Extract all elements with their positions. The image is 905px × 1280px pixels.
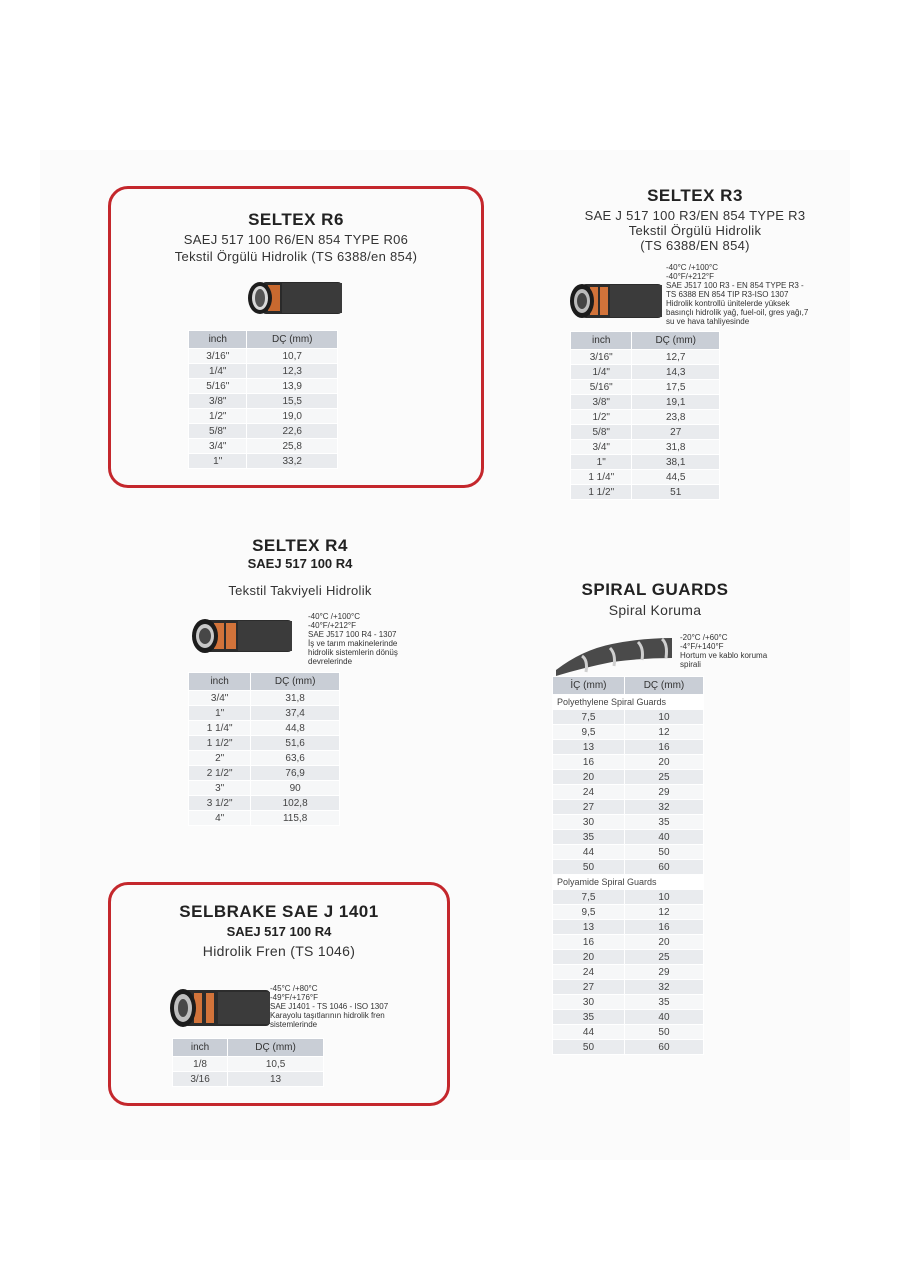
cell-ic: 20 (553, 770, 625, 785)
cell-dc: 23,8 (632, 410, 720, 425)
cell-dc: 10,7 (247, 349, 338, 364)
table-row (189, 781, 340, 796)
note-line: basınçlı hidrolik yağ, fuel-oil, gres yağı,7 (666, 308, 809, 317)
cell-inch: 1/8 (173, 1057, 228, 1072)
table-row (189, 454, 338, 469)
selbrake-title: SELBRAKE SAE J 1401 (179, 902, 379, 921)
cell-dc: 19,0 (247, 409, 338, 424)
cell-ic: 50 (553, 860, 625, 875)
r3-hose-image (566, 276, 662, 326)
table-row (553, 785, 704, 800)
table-row (553, 920, 704, 935)
note-line: -20°C /+60°C (680, 633, 728, 642)
r6-section (108, 210, 484, 264)
cell-ic: 13 (553, 740, 625, 755)
r3-standard-ts: (TS 6388/EN 854) (640, 238, 750, 253)
cell-ic: 27 (553, 800, 625, 815)
r4-notes (308, 612, 398, 666)
cell-inch: 1 1/4" (571, 470, 632, 485)
selbrake-description: Hidrolik Fren (TS 1046) (202, 943, 356, 959)
cell-inch: 1" (189, 454, 247, 469)
col-header-ic: İÇ (mm) (553, 677, 625, 695)
cell-dc: 16 (624, 740, 703, 755)
col-header-dc: DÇ (mm) (624, 677, 703, 695)
table-row (189, 706, 340, 721)
table-row (553, 845, 704, 860)
cell-dc: 17,5 (632, 380, 720, 395)
col-header-inch: inch (571, 332, 632, 350)
cell-inch: 1/4" (189, 364, 247, 379)
cell-dc: 60 (624, 860, 703, 875)
table-row (553, 725, 704, 740)
cell-dc: 10,5 (228, 1057, 324, 1072)
cell-dc: 29 (624, 965, 703, 980)
selbrake-hose-image (166, 982, 270, 1034)
cell-inch: 3" (189, 781, 251, 796)
cell-ic: 30 (553, 815, 625, 830)
r6-hose-image (242, 276, 342, 320)
r4-title: SELTEX R4 (252, 536, 348, 555)
cell-dc: 31,8 (632, 440, 720, 455)
table-row (571, 485, 720, 500)
note-line: spirali (680, 660, 701, 669)
cell-dc: 20 (624, 755, 703, 770)
col-header-inch: inch (189, 673, 251, 691)
r3-description: Tekstil Örgülü Hidrolik (628, 223, 762, 238)
col-header-dc: DÇ (mm) (632, 332, 720, 350)
table-row (189, 691, 340, 706)
table-row (553, 710, 704, 725)
cell-inch: 5/16" (571, 380, 632, 395)
table-row (173, 1072, 324, 1087)
cell-dc: 15,5 (247, 394, 338, 409)
r4-section (140, 536, 460, 598)
table-row (571, 380, 720, 395)
table-row (189, 736, 340, 751)
col-header-dc: DÇ (mm) (247, 331, 338, 349)
cell-ic: 27 (553, 980, 625, 995)
cell-inch: 1/4" (571, 365, 632, 380)
note-line: -4°F/+140°F (680, 642, 724, 651)
cell-dc: 50 (624, 1025, 703, 1040)
table-row (189, 364, 338, 379)
r3-title: SELTEX R3 (647, 186, 743, 205)
table-row (553, 755, 704, 770)
spiral-guard-image (552, 630, 676, 676)
cell-inch: 1" (189, 706, 251, 721)
cell-dc: 16 (624, 920, 703, 935)
table-row (553, 815, 704, 830)
table-row (189, 796, 340, 811)
r6-table (188, 330, 338, 469)
cell-ic: 24 (553, 965, 625, 980)
cell-dc: 50 (624, 845, 703, 860)
cell-dc: 44,8 (251, 721, 340, 736)
cell-ic: 30 (553, 995, 625, 1010)
cell-dc: 27 (632, 425, 720, 440)
r3-standard: SAE J 517 100 R3/EN 854 TYPE R3 (584, 208, 806, 223)
cell-dc: 51,6 (251, 736, 340, 751)
table-row (571, 440, 720, 455)
cell-ic: 7,5 (553, 710, 625, 725)
cell-dc: 76,9 (251, 766, 340, 781)
cell-ic: 35 (553, 830, 625, 845)
note-line: su ve hava tahliyesinde (666, 317, 750, 326)
note-line: İş ve tarım makinelerinde (308, 639, 398, 648)
table-row (189, 379, 338, 394)
table-row (189, 349, 338, 364)
col-header-dc: DÇ (mm) (228, 1039, 324, 1057)
table-row (553, 770, 704, 785)
cell-dc: 19,1 (632, 395, 720, 410)
cell-inch: 5/8" (189, 424, 247, 439)
table-row (553, 800, 704, 815)
cell-dc: 20 (624, 935, 703, 950)
cell-inch: 3/4" (571, 440, 632, 455)
r4-hose-image (188, 612, 292, 660)
cell-dc: 12 (624, 905, 703, 920)
table-row (571, 455, 720, 470)
cell-inch: 3/8" (571, 395, 632, 410)
cell-inch: 3/4" (189, 439, 247, 454)
cell-inch: 5/16" (189, 379, 247, 394)
r6-standard: SAEJ 517 100 R6/EN 854 TYPE R06 (183, 232, 409, 247)
col-header-inch: inch (173, 1039, 228, 1057)
r3-table (570, 331, 720, 500)
selbrake-notes (270, 984, 388, 1029)
note-line: SAE J1401 - TS 1046 - ISO 1307 (270, 1002, 389, 1011)
note-line: devrelerinde (308, 657, 353, 666)
selbrake-subtitle: SAEJ 517 100 R4 (226, 924, 332, 939)
cell-dc: 12,3 (247, 364, 338, 379)
r3-section (540, 186, 850, 253)
table-row (189, 811, 340, 826)
table-row (553, 860, 704, 875)
table-row (553, 905, 704, 920)
cell-dc: 40 (624, 830, 703, 845)
cell-ic: 50 (553, 1040, 625, 1055)
cell-dc: 31,8 (251, 691, 340, 706)
table-row (189, 721, 340, 736)
cell-ic: 20 (553, 950, 625, 965)
cell-dc: 22,6 (247, 424, 338, 439)
cell-dc: 40 (624, 1010, 703, 1025)
table-row (553, 830, 704, 845)
table-row (553, 995, 704, 1010)
table-row (553, 950, 704, 965)
table-row (571, 350, 720, 365)
table-row (553, 890, 704, 905)
cell-dc: 25,8 (247, 439, 338, 454)
table-row (173, 1057, 324, 1072)
note-line: -40°F/+212°F (308, 621, 356, 630)
cell-ic: 9,5 (553, 905, 625, 920)
r4-subtitle: SAEJ 517 100 R4 (247, 556, 353, 571)
cell-dc: 51 (632, 485, 720, 500)
cell-dc: 12 (624, 725, 703, 740)
cell-dc: 37,4 (251, 706, 340, 721)
cell-inch: 1 1/2" (189, 736, 251, 751)
cell-ic: 35 (553, 1010, 625, 1025)
cell-dc: 115,8 (251, 811, 340, 826)
table-row (571, 410, 720, 425)
table-row (189, 751, 340, 766)
cell-inch: 5/8" (571, 425, 632, 440)
selbrake-table (172, 1038, 324, 1087)
col-header-inch: inch (189, 331, 247, 349)
cell-dc: 29 (624, 785, 703, 800)
note-line: -45°C /+80°C (270, 984, 318, 993)
cell-inch: 3/16" (571, 350, 632, 365)
cell-inch: 3/16 (173, 1072, 228, 1087)
cell-inch: 3 1/2" (189, 796, 251, 811)
cell-inch: 2" (189, 751, 251, 766)
cell-dc: 102,8 (251, 796, 340, 811)
cell-dc: 90 (251, 781, 340, 796)
note-line: SAE J517 100 R3 - EN 854 TYPE R3 - (666, 281, 804, 290)
cell-inch: 1 1/2" (571, 485, 632, 500)
cell-dc: 25 (624, 950, 703, 965)
cell-dc: 44,5 (632, 470, 720, 485)
note-line: SAE J517 100 R4 - 1307 (308, 630, 397, 639)
r4-table (188, 672, 340, 826)
cell-dc: 32 (624, 980, 703, 995)
cell-inch: 1/2" (571, 410, 632, 425)
cell-ic: 9,5 (553, 725, 625, 740)
cell-dc: 32 (624, 800, 703, 815)
cell-ic: 44 (553, 1025, 625, 1040)
cell-inch: 3/8" (189, 394, 247, 409)
cell-dc: 10 (624, 710, 703, 725)
spiral-title: SPIRAL GUARDS (581, 580, 729, 599)
r4-description: Tekstil Takviyeli Hidrolik (228, 583, 372, 598)
note-line: Karayolu taşıtlarının hidrolik fren (270, 1011, 385, 1020)
r6-description: Tekstil Örgülü Hidrolik (TS 6388/en 854) (174, 249, 418, 264)
table-row (189, 439, 338, 454)
selbrake-section (108, 902, 450, 959)
note-line: -40°C /+100°C (666, 263, 718, 272)
table-row (571, 395, 720, 410)
note-line: sistemlerinde (270, 1020, 318, 1029)
note-line: -40°F/+212°F (666, 272, 714, 281)
cell-dc: 35 (624, 815, 703, 830)
spiral-notes (680, 633, 767, 669)
table-row (189, 424, 338, 439)
cell-inch: 1/2" (189, 409, 247, 424)
r3-notes (666, 263, 808, 326)
note-line: hidrolik sistemlerin dönüş (308, 648, 398, 657)
table-row (571, 365, 720, 380)
note-line: -49°F/+176°F (270, 993, 318, 1002)
table-row (189, 394, 338, 409)
table-row (571, 470, 720, 485)
cell-ic: 7,5 (553, 890, 625, 905)
note-line: Hidrolik kontrollü ünitelerde yüksek (666, 299, 790, 308)
table-row (553, 935, 704, 950)
cell-dc: 13,9 (247, 379, 338, 394)
cell-dc: 60 (624, 1040, 703, 1055)
cell-ic: 16 (553, 935, 625, 950)
spiral-description: Spiral Koruma (608, 602, 702, 618)
table-row (553, 740, 704, 755)
cell-dc: 63,6 (251, 751, 340, 766)
note-line: TS 6388 EN 854 TIP R3-ISO 1307 (666, 290, 789, 299)
cell-ic: 24 (553, 785, 625, 800)
table-row (189, 766, 340, 781)
note-line: Hortum ve kablo koruma (680, 651, 768, 660)
r6-title: SELTEX R6 (248, 210, 344, 229)
table-row (553, 980, 704, 995)
table-row (553, 1010, 704, 1025)
table-row (553, 1040, 704, 1055)
cell-dc: 12,7 (632, 350, 720, 365)
note-line: -40°C /+100°C (308, 612, 360, 621)
table-row (553, 1025, 704, 1040)
cell-dc: 33,2 (247, 454, 338, 469)
table-row (571, 425, 720, 440)
cell-inch: 3/4" (189, 691, 251, 706)
table-row (189, 409, 338, 424)
cell-inch: 3/16" (189, 349, 247, 364)
group-label-polyethylene: Polyethylene Spiral Guards (553, 695, 704, 710)
cell-inch: 2 1/2" (189, 766, 251, 781)
table-row (553, 965, 704, 980)
spiral-section (540, 580, 770, 618)
cell-ic: 13 (553, 920, 625, 935)
cell-inch: 4" (189, 811, 251, 826)
cell-ic: 44 (553, 845, 625, 860)
cell-dc: 14,3 (632, 365, 720, 380)
cell-dc: 38,1 (632, 455, 720, 470)
col-header-dc: DÇ (mm) (251, 673, 340, 691)
cell-inch: 1" (571, 455, 632, 470)
cell-dc: 35 (624, 995, 703, 1010)
cell-dc: 13 (228, 1072, 324, 1087)
cell-ic: 16 (553, 755, 625, 770)
cell-dc: 25 (624, 770, 703, 785)
spiral-table (552, 676, 704, 1055)
cell-dc: 10 (624, 890, 703, 905)
cell-inch: 1 1/4" (189, 721, 251, 736)
group-label-polyamide: Polyamide Spiral Guards (553, 875, 704, 890)
